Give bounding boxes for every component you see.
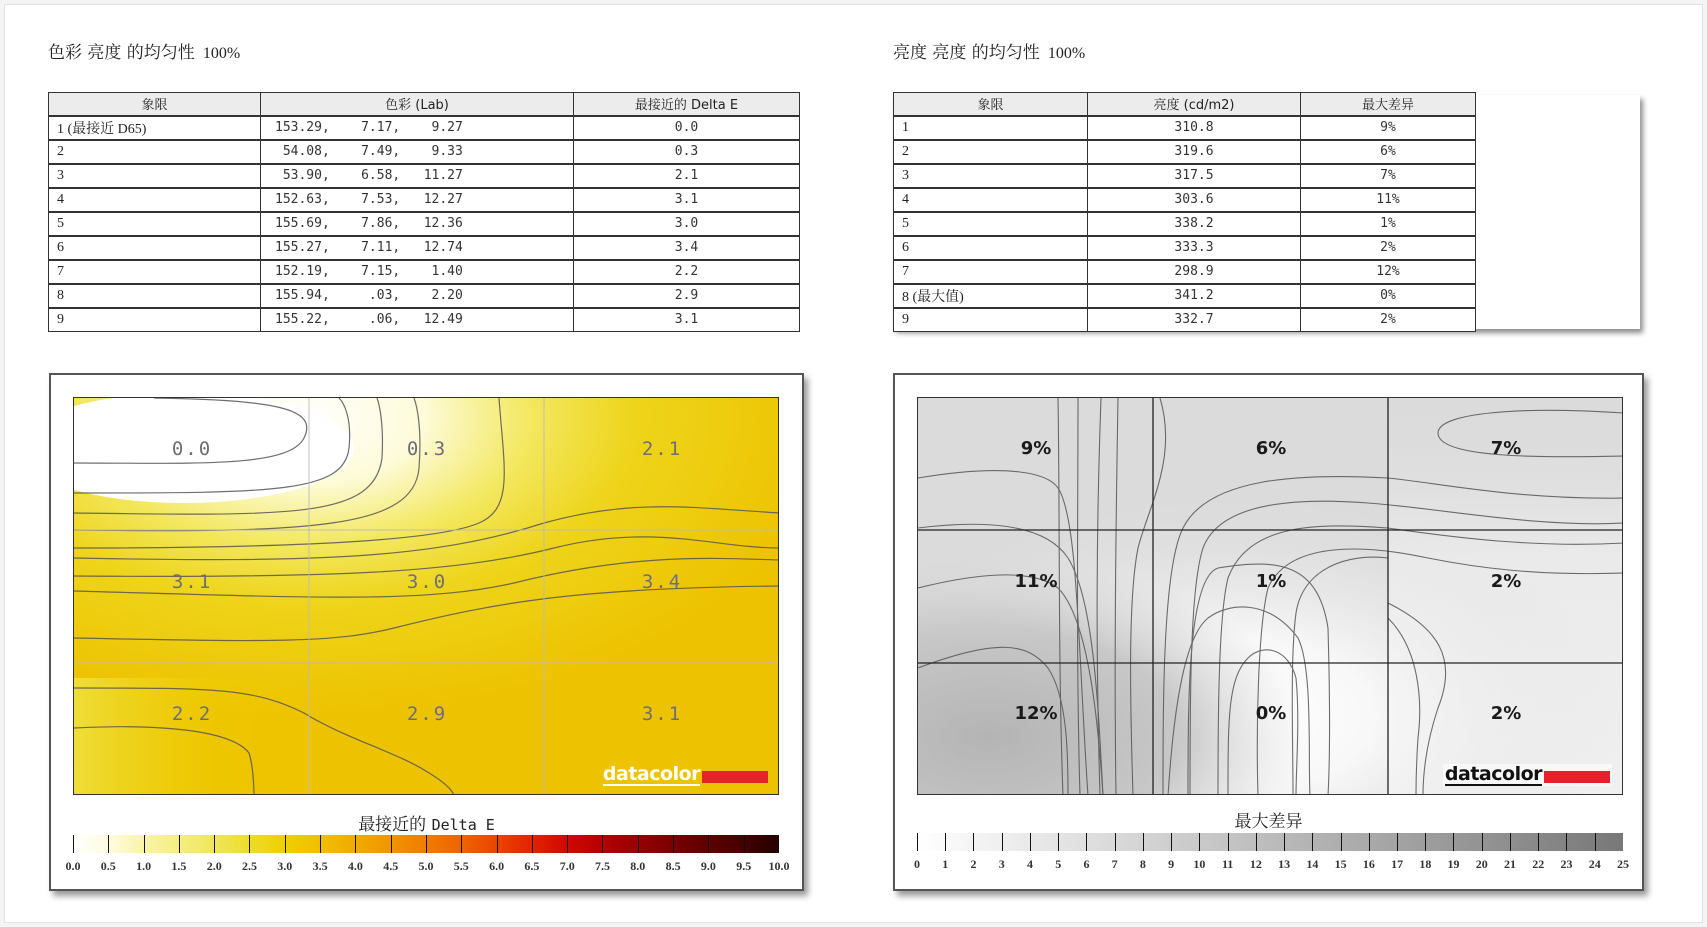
scale-tick-label: 18 — [1419, 857, 1432, 871]
cell-value-4: 11% — [1014, 571, 1058, 592]
scale-tick-label: 2 — [970, 857, 977, 871]
scale-segment — [74, 835, 108, 853]
luminance-cell: 341.2 — [1088, 284, 1301, 308]
scale-tick-label: 21 — [1504, 857, 1517, 871]
max-diff-heatmap-panel — [893, 373, 1644, 891]
scale-tick-label: 5.0 — [418, 859, 434, 873]
scale-tick-label: 7 — [1111, 857, 1118, 871]
scale-tick-label: 20 — [1475, 857, 1488, 871]
scale-tick-label: 7.0 — [559, 859, 575, 873]
delta-e-cell: 2.9 — [574, 284, 800, 308]
max-diff-cell: 12% — [1301, 260, 1476, 284]
lab-value-cell: 155.69, 7.86, 12.36 — [261, 212, 574, 236]
quadrant-cell: 7 — [49, 260, 261, 284]
delta-e-cell: 3.4 — [574, 236, 800, 260]
delta-e-cell: 2.1 — [574, 164, 800, 188]
cell-value-6: 2% — [1490, 571, 1522, 592]
scale-segment — [285, 835, 320, 853]
table-row — [894, 212, 1476, 236]
delta-e-cell: 3.0 — [574, 212, 800, 236]
logo-red-bar — [702, 771, 768, 783]
scale-segment — [1538, 833, 1566, 851]
scale-segment — [249, 835, 284, 853]
max-diff-cell: 6% — [1301, 140, 1476, 164]
scale-segment — [461, 835, 496, 853]
scale-segment — [179, 835, 214, 853]
table-row — [894, 188, 1476, 212]
col-header-quadrant: 象限 — [49, 93, 261, 116]
logo-text: datacolor — [1444, 763, 1542, 785]
legend-title-en: Delta E — [431, 816, 495, 834]
scale-segment — [1595, 833, 1623, 851]
scale-segment — [1566, 833, 1594, 851]
cell-value-3: 7% — [1490, 438, 1522, 459]
scale-segment — [1030, 833, 1058, 851]
scale-tick-label: 2.5 — [242, 859, 257, 873]
cell-value-5: 3.0 — [406, 571, 448, 593]
scale-tick-label: 1 — [942, 857, 949, 871]
quadrant-cell: 5 — [49, 212, 261, 236]
quadrant-cell: 3 — [894, 164, 1088, 188]
luminance-cell: 319.6 — [1088, 140, 1301, 164]
table-row — [894, 260, 1476, 284]
scale-tick-label: 12 — [1249, 857, 1262, 871]
scale-tick-label: 3.5 — [312, 859, 328, 873]
scale-segment — [1143, 833, 1171, 851]
scale-segment — [1058, 833, 1086, 851]
table-row — [49, 236, 800, 260]
table-row — [49, 212, 800, 236]
scale-segment — [673, 835, 708, 853]
quadrant-cell: 6 — [49, 236, 261, 260]
scale-segment — [355, 835, 390, 853]
luminance-cell: 298.9 — [1088, 260, 1301, 284]
quadrant-cell: 9 — [49, 308, 261, 332]
scale-segment — [1284, 833, 1312, 851]
table-row — [49, 140, 800, 164]
logo-text: datacolor — [602, 763, 700, 785]
scale-tick-label: 0.0 — [65, 859, 81, 873]
quadrant-cell: 4 — [49, 188, 261, 212]
quadrant-cell: 2 — [49, 140, 261, 164]
scale-tick-label: 3.0 — [277, 859, 293, 873]
lab-value-cell: 153.29, 7.17, 9.27 — [261, 116, 574, 140]
luminance-cell: 317.5 — [1088, 164, 1301, 188]
scale-segment — [708, 835, 743, 853]
quadrant-cell: 2 — [894, 140, 1088, 164]
title-percent: 100% — [202, 45, 241, 62]
cell-value-7: 2.2 — [171, 703, 213, 725]
logo-red-bar — [1544, 771, 1610, 783]
color-uniformity-title — [48, 38, 240, 63]
luminance-cell: 338.2 — [1088, 212, 1301, 236]
quadrant-cell: 8 (最大值) — [894, 284, 1088, 308]
table-row — [894, 140, 1476, 164]
scale-tick-label: 25 — [1617, 857, 1629, 871]
cell-value-9: 3.1 — [641, 703, 683, 725]
lab-value-cell: 54.08, 7.49, 9.33 — [261, 140, 574, 164]
quadrant-cell: 6 — [894, 236, 1088, 260]
scale-segment — [1256, 833, 1284, 851]
max-diff-scale-ticks — [914, 857, 1629, 871]
luminance-cell: 303.6 — [1088, 188, 1301, 212]
max-diff-cell: 0% — [1301, 284, 1476, 308]
scale-segment — [144, 835, 179, 853]
scale-segment — [214, 835, 249, 853]
max-diff-gray-scale — [917, 833, 1623, 851]
scale-segment — [497, 835, 532, 853]
scale-segment — [1086, 833, 1114, 851]
scale-segment — [532, 835, 567, 853]
title-text: 色彩 亮度 的均匀性 — [48, 43, 195, 63]
cell-value-7: 12% — [1014, 703, 1058, 724]
scale-tick-label: 17 — [1391, 857, 1404, 871]
scale-segment — [426, 835, 461, 853]
scale-tick-label: 0 — [914, 857, 920, 871]
table-row — [49, 116, 800, 140]
cell-value-1: 0.0 — [171, 438, 213, 460]
scale-segment — [1453, 833, 1481, 851]
scale-segment — [1312, 833, 1340, 851]
scale-segment — [1425, 833, 1453, 851]
cell-value-5: 1% — [1255, 571, 1287, 592]
quadrant-cell: 3 — [49, 164, 261, 188]
scale-tick-label: 16 — [1362, 857, 1375, 871]
scale-tick-label: 2.0 — [206, 859, 222, 873]
lab-value-cell: 155.27, 7.11, 12.74 — [261, 236, 574, 260]
scale-tick-label: 8.0 — [630, 859, 646, 873]
scale-tick-label: 9.0 — [700, 859, 716, 873]
scale-tick-label: 13 — [1278, 857, 1291, 871]
scale-segment — [1510, 833, 1538, 851]
scale-segment — [945, 833, 973, 851]
scale-tick-label: 3 — [998, 857, 1005, 871]
scale-segment — [1482, 833, 1510, 851]
delta-e-heatmap-panel — [49, 373, 804, 891]
scale-tick-label: 4.0 — [347, 859, 363, 873]
scale-tick-label: 9 — [1168, 857, 1175, 871]
delta-e-color-scale — [73, 835, 779, 853]
table-row — [49, 164, 800, 188]
cell-value-4: 3.1 — [171, 571, 213, 593]
cell-value-3: 2.1 — [641, 438, 683, 460]
scale-segment — [320, 835, 355, 853]
scale-segment — [1397, 833, 1425, 851]
scale-tick-label: 23 — [1560, 857, 1573, 871]
scale-tick-label: 7.5 — [595, 859, 610, 873]
scale-tick-label: 9.5 — [736, 859, 752, 873]
scale-tick-label: 6.0 — [489, 859, 505, 873]
cell-value-1: 9% — [1020, 438, 1052, 459]
scale-tick-label: 5 — [1055, 857, 1062, 871]
delta-e-cell: 3.1 — [574, 188, 800, 212]
col-header-quadrant: 象限 — [894, 93, 1088, 116]
max-diff-heatmap-plot — [917, 397, 1623, 795]
scale-segment — [1171, 833, 1199, 851]
quadrant-cell: 1 — [894, 116, 1088, 140]
col-header-max-diff: 最大差异 — [1301, 93, 1476, 116]
table-row — [49, 188, 800, 212]
scale-segment — [1199, 833, 1227, 851]
delta-e-cell: 3.1 — [574, 308, 800, 332]
scale-segment — [1341, 833, 1369, 851]
cell-value-2: 6% — [1255, 438, 1287, 459]
table-row — [49, 284, 800, 308]
luminance-cell: 310.8 — [1088, 116, 1301, 140]
quadrant-cell: 7 — [894, 260, 1088, 284]
scale-segment — [108, 835, 143, 853]
scale-segment — [602, 835, 637, 853]
legend-title — [51, 810, 802, 835]
luminance-cell: 333.3 — [1088, 236, 1301, 260]
scale-tick-label: 10 — [1193, 857, 1206, 871]
legend-title: 最大差异 — [1234, 812, 1303, 832]
delta-e-cell: 0.0 — [574, 116, 800, 140]
table-row — [49, 308, 800, 332]
quadrant-cell: 8 — [49, 284, 261, 308]
datacolor-logo — [603, 764, 768, 786]
scale-tick-label: 8 — [1139, 857, 1146, 871]
scale-segment — [1369, 833, 1397, 851]
color-uniformity-table — [48, 92, 800, 332]
table-row — [49, 260, 800, 284]
cell-value-2: 0.3 — [406, 438, 448, 460]
delta-e-heatmap-plot — [73, 397, 779, 795]
scale-tick-label: 11 — [1221, 857, 1234, 871]
datacolor-logo — [1443, 764, 1612, 786]
quadrant-cell: 4 — [894, 188, 1088, 212]
scale-segment — [918, 833, 945, 851]
max-diff-cell: 9% — [1301, 116, 1476, 140]
scale-segment — [638, 835, 673, 853]
scale-tick-label: 15 — [1334, 857, 1347, 871]
table-row — [894, 236, 1476, 260]
scale-segment — [391, 835, 426, 853]
scale-tick-label: 22 — [1532, 857, 1545, 871]
scale-segment — [744, 835, 779, 853]
quadrant-cell: 5 — [894, 212, 1088, 236]
scale-tick-label: 4.5 — [383, 859, 399, 873]
scale-segment — [567, 835, 602, 853]
scale-tick-label: 24 — [1588, 857, 1601, 871]
max-diff-cell: 2% — [1301, 308, 1476, 332]
delta-e-cell: 2.2 — [574, 260, 800, 284]
scale-tick-label: 10.0 — [768, 859, 790, 873]
scale-tick-label: 1.0 — [136, 859, 152, 873]
table-row — [894, 308, 1476, 332]
lab-value-cell: 155.22, .06, 12.49 — [261, 308, 574, 332]
luminance-cell: 332.7 — [1088, 308, 1301, 332]
max-diff-cell: 1% — [1301, 212, 1476, 236]
lab-value-cell: 53.90, 6.58, 11.27 — [261, 164, 574, 188]
title-percent: 100% — [1047, 45, 1086, 62]
title-text: 亮度 亮度 的均匀性 — [893, 43, 1040, 63]
col-header-lab: 色彩 (Lab) — [261, 93, 574, 116]
table-row — [894, 116, 1476, 140]
cell-value-8: 0% — [1255, 703, 1287, 724]
delta-e-cell: 0.3 — [574, 140, 800, 164]
luminance-uniformity-title — [893, 38, 1085, 63]
max-diff-cell: 11% — [1301, 188, 1476, 212]
scale-tick-label: 6 — [1083, 857, 1090, 871]
scale-tick-label: 1.5 — [171, 859, 187, 873]
scale-tick-label: 19 — [1447, 857, 1460, 871]
cell-value-6: 3.4 — [641, 571, 683, 593]
table-row — [894, 284, 1476, 308]
scale-tick-label: 5.5 — [453, 859, 469, 873]
scale-tick-label: 8.5 — [665, 859, 681, 873]
max-diff-cell: 7% — [1301, 164, 1476, 188]
legend-title-cn: 最接近的 — [358, 815, 427, 835]
scale-segment — [1228, 833, 1256, 851]
scale-tick-label: 14 — [1306, 857, 1319, 871]
col-header-luminance: 亮度 (cd/m2) — [1088, 93, 1301, 116]
scale-segment — [973, 833, 1001, 851]
col-header-delta-e: 最接近的 Delta E — [574, 93, 800, 116]
cell-value-8: 2.9 — [406, 703, 448, 725]
cell-value-9: 2% — [1490, 703, 1522, 724]
max-diff-cell: 2% — [1301, 236, 1476, 260]
lab-value-cell: 152.63, 7.53, 12.27 — [261, 188, 574, 212]
scale-segment — [1115, 833, 1143, 851]
scale-tick-label: 6.5 — [524, 859, 540, 873]
table-row — [894, 164, 1476, 188]
scale-tick-label: 0.5 — [100, 859, 116, 873]
quadrant-cell: 9 — [894, 308, 1088, 332]
scale-segment — [1002, 833, 1030, 851]
delta-e-scale-ticks — [65, 859, 790, 873]
quadrant-cell: 1 (最接近 D65) — [49, 116, 261, 140]
luminance-uniformity-table — [893, 92, 1476, 332]
lab-value-cell: 152.19, 7.15, 1.40 — [261, 260, 574, 284]
scale-tick-label: 4 — [1026, 857, 1033, 871]
lab-value-cell: 155.94, .03, 2.20 — [261, 284, 574, 308]
